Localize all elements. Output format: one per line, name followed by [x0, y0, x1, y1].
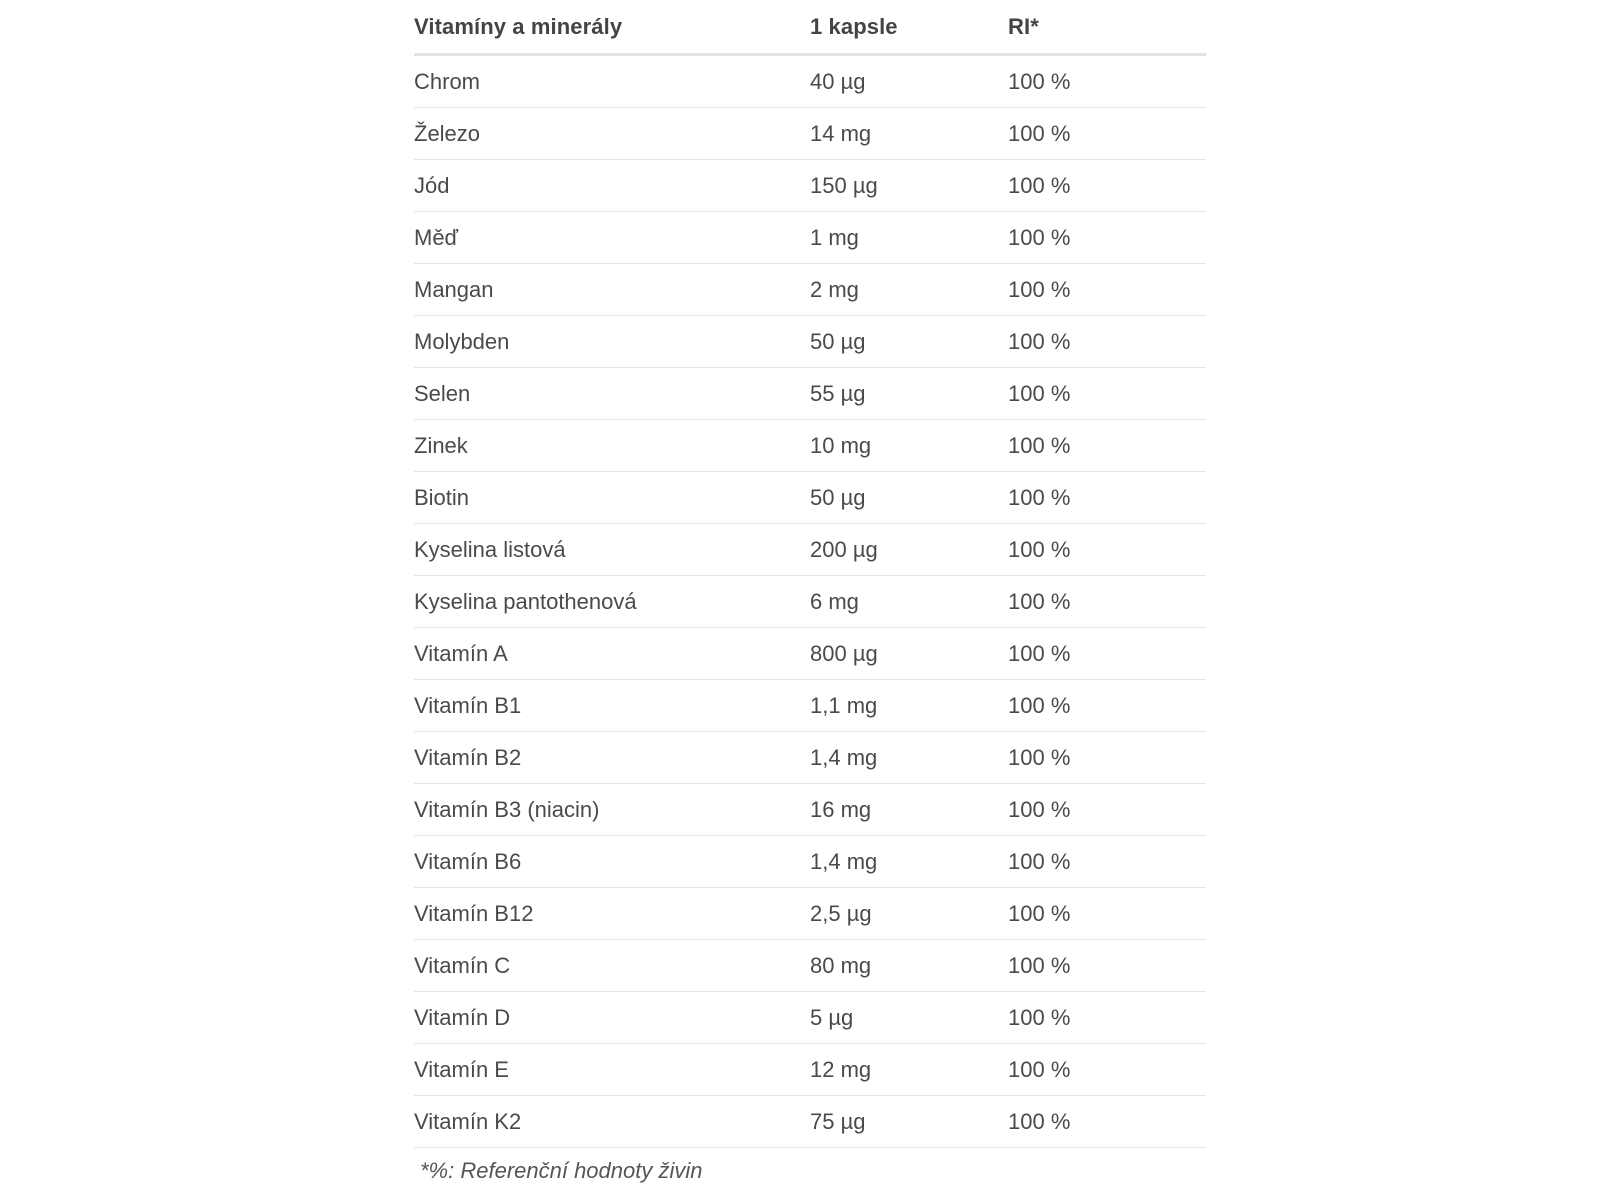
ri-cell: 100 % — [1008, 588, 1071, 614]
nutrient-cell: Vitamín E — [414, 1056, 509, 1082]
nutrient-cell: Selen — [414, 380, 471, 406]
ri-cell: 100 % — [1008, 276, 1071, 302]
amount-cell: 1,4 mg — [810, 848, 878, 874]
table-row — [414, 576, 1206, 628]
nutrient-cell: Molybden — [414, 328, 510, 354]
ri-cell: 100 % — [1008, 380, 1071, 406]
ri-cell: 100 % — [1008, 900, 1071, 926]
nutrient-cell: Vitamín B1 — [414, 692, 522, 718]
table-header — [414, 0, 1206, 56]
table-row — [414, 212, 1206, 264]
ri-cell: 100 % — [1008, 172, 1071, 198]
amount-cell: 2 mg — [810, 276, 859, 302]
header-ri: RI* — [1008, 13, 1039, 39]
amount-cell: 6 mg — [810, 588, 859, 614]
amount-cell: 1 mg — [810, 224, 859, 250]
ri-cell: 100 % — [1008, 1108, 1071, 1134]
amount-cell: 75 µg — [810, 1108, 866, 1134]
nutrient-cell: Biotin — [414, 484, 470, 510]
ri-cell: 100 % — [1008, 796, 1071, 822]
nutrient-cell: Vitamín K2 — [414, 1108, 522, 1134]
table-row — [414, 888, 1206, 940]
ri-cell: 100 % — [1008, 848, 1071, 874]
table-row — [414, 732, 1206, 784]
amount-cell: 1,1 mg — [810, 692, 878, 718]
nutrient-cell: Zinek — [414, 432, 468, 458]
table-row — [414, 784, 1206, 836]
amount-cell: 12 mg — [810, 1056, 872, 1082]
ri-cell: 100 % — [1008, 224, 1071, 250]
ri-cell: 100 % — [1008, 328, 1071, 354]
nutrient-cell: Měď — [414, 224, 459, 250]
nutrient-cell: Vitamín B6 — [414, 848, 522, 874]
nutrient-cell: Jód — [414, 172, 450, 198]
table-row — [414, 628, 1206, 680]
table-row — [414, 160, 1206, 212]
amount-cell: 55 µg — [810, 380, 866, 406]
ri-cell: 100 % — [1008, 692, 1071, 718]
nutrient-cell: Vitamín C — [414, 952, 511, 978]
amount-cell: 5 µg — [810, 1004, 854, 1030]
header-per-capsule: 1 kapsle — [810, 13, 898, 39]
ri-cell: 100 % — [1008, 744, 1071, 770]
ri-cell: 100 % — [1008, 1056, 1071, 1082]
ri-cell: 100 % — [1008, 484, 1071, 510]
amount-cell: 80 mg — [810, 952, 872, 978]
ri-cell: 100 % — [1008, 120, 1071, 146]
nutrient-cell: Vitamín D — [414, 1004, 511, 1030]
nutrient-cell: Mangan — [414, 276, 494, 302]
table-row — [414, 264, 1206, 316]
nutrient-cell: Kyselina pantothenová — [414, 588, 637, 614]
table-row — [414, 1044, 1206, 1096]
table-row — [414, 836, 1206, 888]
table-row — [414, 420, 1206, 472]
table-row — [414, 108, 1206, 160]
amount-cell: 50 µg — [810, 328, 866, 354]
table-row — [414, 56, 1206, 108]
table-row — [414, 940, 1206, 992]
amount-cell: 2,5 µg — [810, 900, 872, 926]
table-row — [414, 524, 1206, 576]
nutrient-cell: Vitamín B3 (niacin) — [414, 796, 600, 822]
ri-cell: 100 % — [1008, 68, 1071, 94]
table-body — [414, 56, 1206, 1148]
nutrient-cell: Vitamín B12 — [414, 900, 534, 926]
amount-cell: 200 µg — [810, 536, 878, 562]
footnote: *%: Referenční hodnoty živin — [420, 1158, 703, 1183]
amount-cell: 40 µg — [810, 68, 866, 94]
nutrient-cell: Železo — [414, 120, 481, 146]
nutrition-table — [414, 0, 1206, 1148]
table-row — [414, 992, 1206, 1044]
amount-cell: 800 µg — [810, 640, 878, 666]
ri-cell: 100 % — [1008, 432, 1071, 458]
ri-cell: 100 % — [1008, 952, 1071, 978]
amount-cell: 10 mg — [810, 432, 872, 458]
nutrient-cell: Chrom — [414, 68, 481, 94]
amount-cell: 1,4 mg — [810, 744, 878, 770]
ri-cell: 100 % — [1008, 1004, 1071, 1030]
table-row — [414, 368, 1206, 420]
nutrient-cell: Kyselina listová — [414, 536, 566, 562]
table-row — [414, 472, 1206, 524]
nutrient-cell: Vitamín A — [414, 640, 508, 666]
ri-cell: 100 % — [1008, 536, 1071, 562]
table-row — [414, 680, 1206, 732]
amount-cell: 50 µg — [810, 484, 866, 510]
ri-cell: 100 % — [1008, 640, 1071, 666]
header-nutrient: Vitamíny a minerály — [414, 13, 623, 39]
nutrient-cell: Vitamín B2 — [414, 744, 522, 770]
amount-cell: 150 µg — [810, 172, 878, 198]
table-row — [414, 316, 1206, 368]
amount-cell: 14 mg — [810, 120, 872, 146]
amount-cell: 16 mg — [810, 796, 872, 822]
table-row — [414, 1096, 1206, 1148]
